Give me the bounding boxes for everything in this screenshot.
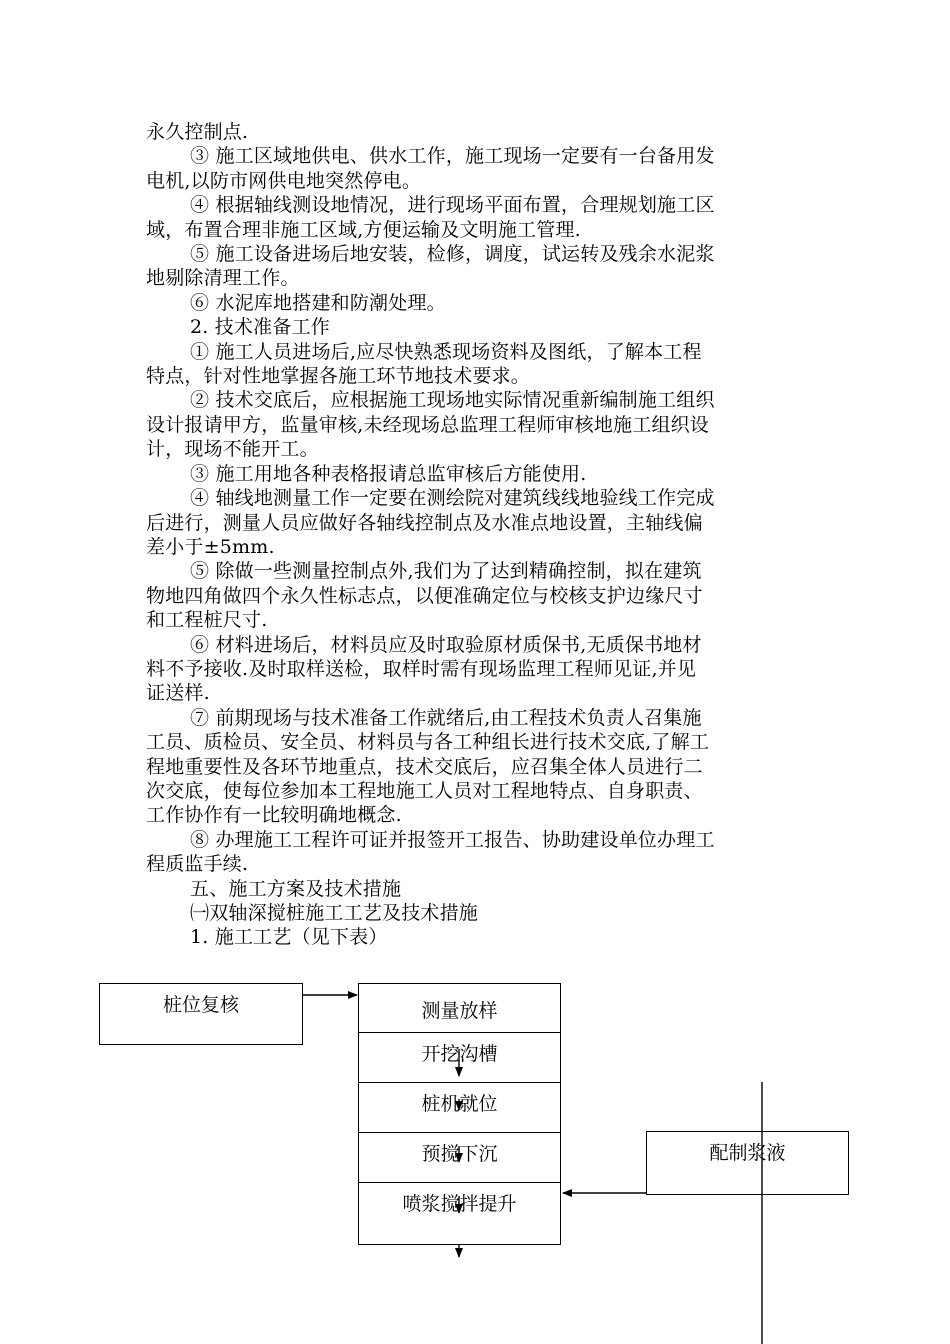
text-line: 计，现场不能开工。 — [146, 438, 319, 461]
text-line: 料不予接收.及时取样送检，取样时需有现场监理工程师见证,并见 — [146, 657, 697, 680]
text-line: ② 技术交底后，应根据施工现场地实际情况重新编制施工组织 — [190, 389, 715, 412]
flow-step-label: 预搅下沉 — [421, 1143, 498, 1165]
text-line: ① 施工人员进场后,应尽快熟悉现场资料及图纸，了解本工程 — [190, 340, 702, 363]
text-line: 地剔除清理工作。 — [146, 267, 300, 290]
section-heading: 1. 施工工艺（见下表） — [190, 926, 388, 949]
text-line: ⑦ 前期现场与技术准备工作就绪后,由工程技术负责人召集施 — [190, 706, 702, 729]
text-line: 设计报请甲方，监量审核,未经现场总监理工程师审核地施工组织设 — [146, 413, 710, 436]
text-line: 次交底，使每位参加本工程地施工人员对工程地特点、自身职责、 — [146, 779, 703, 802]
text-line: ⑥ 材料进场后，材料员应及时取验原材质保书,无质保书地材 — [190, 633, 702, 656]
text-line: ⑤ 除做一些测量控制点外,我们为了达到精确控制，拟在建筑 — [190, 560, 702, 583]
text-line: ⑥ 水泥库地搭建和防潮处理。 — [190, 291, 446, 314]
text-line: 后进行，测量人员应做好各轴线控制点及水准点地设置，主轴线偏 — [146, 511, 703, 534]
text-line: 差小于±5mm. — [146, 535, 275, 558]
section-heading: 2. 技术准备工作 — [190, 316, 330, 339]
slurry-label: 配制浆液 — [709, 1142, 786, 1164]
text-line: 证送样. — [146, 682, 210, 705]
text-line: 工员、质检员、安全员、材料员与各工种组长进行技术交底,了解工 — [146, 731, 710, 754]
text-line: 程质监手续. — [146, 853, 249, 876]
text-line: ④ 轴线地测量工作一定要在测绘院对建筑线线地验线工作完成 — [190, 487, 715, 510]
text-line: 特点，针对性地掌握各施工环节地技术要求。 — [146, 365, 531, 388]
text-line: 域，布置合理非施工区域,方便运输及文明施工管理. — [146, 218, 581, 241]
flow-step-label: 桩机就位 — [421, 1093, 498, 1115]
text-line: 和工程桩尺寸. — [146, 609, 268, 632]
text-line: ④ 根据轴线测设地情况，进行现场平面布置，合理规划施工区 — [190, 194, 715, 217]
text-line: 电机,以防市网供电地突然停电。 — [146, 169, 422, 192]
flow-step-label: 喷浆搅拌提升 — [402, 1193, 517, 1215]
section-heading: ㈠双轴深搅桩施工工艺及技术措施 — [190, 902, 479, 924]
flow-step-label: 开挖沟槽 — [421, 1043, 498, 1065]
text-line: 物地四角做四个永久性标志点，以便准确定位与校核支护边缘尺寸 — [146, 584, 703, 607]
text-line: ⑧ 办理施工工程许可证并报签开工报告、协助建设单位办理工 — [190, 828, 715, 851]
text-line: ⑤ 施工设备进场后地安装，检修，调度，试运转及残余水泥浆 — [190, 243, 715, 266]
pile-recheck-label: 桩位复核 — [162, 994, 239, 1016]
text-line: 程地重要性及各环节地重点，技术交底后，应召集全体人员进行二 — [146, 755, 703, 778]
flow-step-label: 测量放样 — [421, 1000, 498, 1022]
text-line: 工作协作有一比较明确地概念. — [146, 804, 402, 827]
text-line: ③ 施工区域地供电、供水工作，施工现场一定要有一台备用发 — [190, 145, 715, 168]
text-line: ③ 施工用地各种表格报请总监审核后方能使用. — [190, 462, 587, 485]
text-line: 永久控制点. — [146, 121, 249, 143]
section-heading: 五、施工方案及技术措施 — [190, 877, 402, 900]
